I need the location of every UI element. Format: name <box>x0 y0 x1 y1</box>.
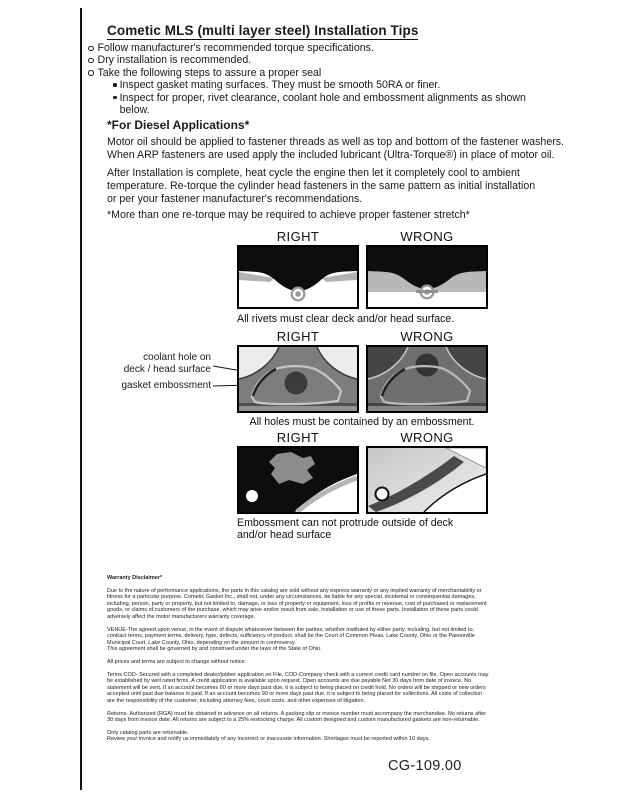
dot-bullet-icon <box>113 83 117 87</box>
diesel-paragraph-2: After Installation is complete, heat cycle the engine then let it completely cool to ambient temperature. Re-torque the cylinder head fasteners in the same pattern as initial installation or per your fastener manufacturer's recommendations. <box>107 167 536 205</box>
list-item-text: Take the following steps to assure a proper seal <box>97 66 322 79</box>
list-item-text: Inspect gasket mating surfaces. They must be smooth 50RA or finer. <box>119 79 441 92</box>
circle-bullet-icon <box>88 70 94 76</box>
fig3-wrong-label: WRONG <box>400 430 454 445</box>
fig2-gasket-embossment-label: gasket embossment <box>121 380 211 391</box>
returnable-notice: Only catalog parts are returnable. Review your invoice and notify us immediately of any incorrect or inaccurate information. Shortages must be reported within 10 days. <box>107 729 430 743</box>
fig2-coolant-hole-label: coolant hole on deck / head surface <box>123 352 211 375</box>
fig3-right-diagram <box>237 446 359 514</box>
installation-tips-list <box>88 42 548 116</box>
list-item <box>113 92 548 117</box>
circle-bullet-icon <box>88 58 94 64</box>
list-item <box>88 67 548 79</box>
list-item <box>88 54 548 66</box>
warranty-heading: Warranty Disclaimer* <box>107 575 163 581</box>
fig2-wrong-label: WRONG <box>400 329 454 344</box>
list-item-text: Dry installation is recommended. <box>97 54 252 67</box>
page-number: CG-109.00 <box>388 758 462 774</box>
fig2-right-diagram <box>237 345 359 413</box>
fig2-right-label: RIGHT <box>276 329 320 344</box>
fig2-caption: All holes must be contained by an embossment. <box>249 416 475 428</box>
retorque-note: *More than one re-torque may be required to achieve proper fastener stretch* <box>107 209 470 221</box>
diesel-paragraph-1: Motor oil should be applied to fastener threads as well as top and bottom of the fastener washers. When ARP fasteners are used apply the included lubricant (Ultra-Torque®) in place of motor oil. <box>107 136 564 161</box>
terms-cod-paragraph: Terms COD- Secured with a completed dealer/jobber application on File, COD-Company check with a current credit card number on file. Open accounts may be established by well rated firms. A credit application is available upon request. Open accounts are due payable Net 30 days from date of invoice. No statement will be sent. If an account becomes 60 or more days past due, it is subject to being placed on credit hold. No orders will be shipped or new orders accepted until past due balance is paid. If an account becomes 90 or more days past due, it is subject to being placed for collections. All costs of collection are the responsibility of the customer, including attorney fees, court costs, and other expenses of litigation. <box>107 671 489 704</box>
fig1-wrong-diagram <box>366 245 488 309</box>
page-title: Cometic MLS (multi layer steel) Installation Tips <box>107 23 419 38</box>
fig2-wrong-diagram <box>366 345 488 413</box>
circle-bullet-icon <box>88 46 94 52</box>
returns-paragraph: Returns- Authorized (RGA) must be obtained in advance on all returns. A packing slip or invoice number must accompany the merchandise. No returns after 30 days from invoice date. All returns are subject to a 25% restocking charge. All custom designed and custom manufactured gaskets are non-returnable. <box>107 710 487 724</box>
fig1-caption: All rivets must clear deck and/or head surface. <box>237 313 455 325</box>
fig1-right-label: RIGHT <box>276 229 320 244</box>
list-item <box>88 42 548 54</box>
fig1-right-diagram <box>237 245 359 309</box>
diesel-applications-heading: *For Diesel Applications* <box>107 118 250 132</box>
warranty-paragraph: Due to the nature of performance applications, the parts in this catalog are sold without any express warranty or any implied warranty of merchantability or fitness for a particular purpose. Cometic Gasket Inc., shall not, under any circumstances, be liable for any special, incidental or consequential damages, including, person, party or property, but not limited to, damage, or loss of property or equipment, loss of profits or revenue, cost of purchased or replacement goods, or claims of customers of the purchase, which may arise and/or result from sale, installation or use of these parts. Installation of these parts could adversely affect the motor manufacturers warranty coverage. <box>107 587 487 620</box>
fig3-right-label: RIGHT <box>276 430 320 445</box>
page-edge-line <box>80 8 82 790</box>
list-item-text: Inspect for proper, rivet clearance, coolant hole and embossment alignments as shown below. <box>119 91 526 117</box>
fig1-wrong-label: WRONG <box>400 229 454 244</box>
list-item-text: Follow manufacturer's recommended torque specifications. <box>97 42 374 54</box>
fig3-wrong-diagram <box>366 446 488 514</box>
venue-paragraph: VENUE-The agreed upon venue, in the event of dispute whatsoever between the parties, whether instituted by either party, including, but not limited to, contract terms, payment terms, delivery, type, defects, sufficiency of product, shall be the Court of Common Pleas, Lake County, Ohio or the Painesville Municipal Court, Lake County, Ohio, depending on the amount in controversy. This agreement shall be governed by and construed under the laws of the State of Ohio. <box>107 626 475 653</box>
warranty-disclaimer-section <box>107 575 527 749</box>
dot-bullet-icon <box>113 96 117 100</box>
list-item <box>113 79 548 91</box>
fig3-caption: Embossment can not protrude outside of deck and/or head surface <box>237 517 454 541</box>
prices-notice: All prices and terms are subject to change without notice. <box>107 658 247 665</box>
